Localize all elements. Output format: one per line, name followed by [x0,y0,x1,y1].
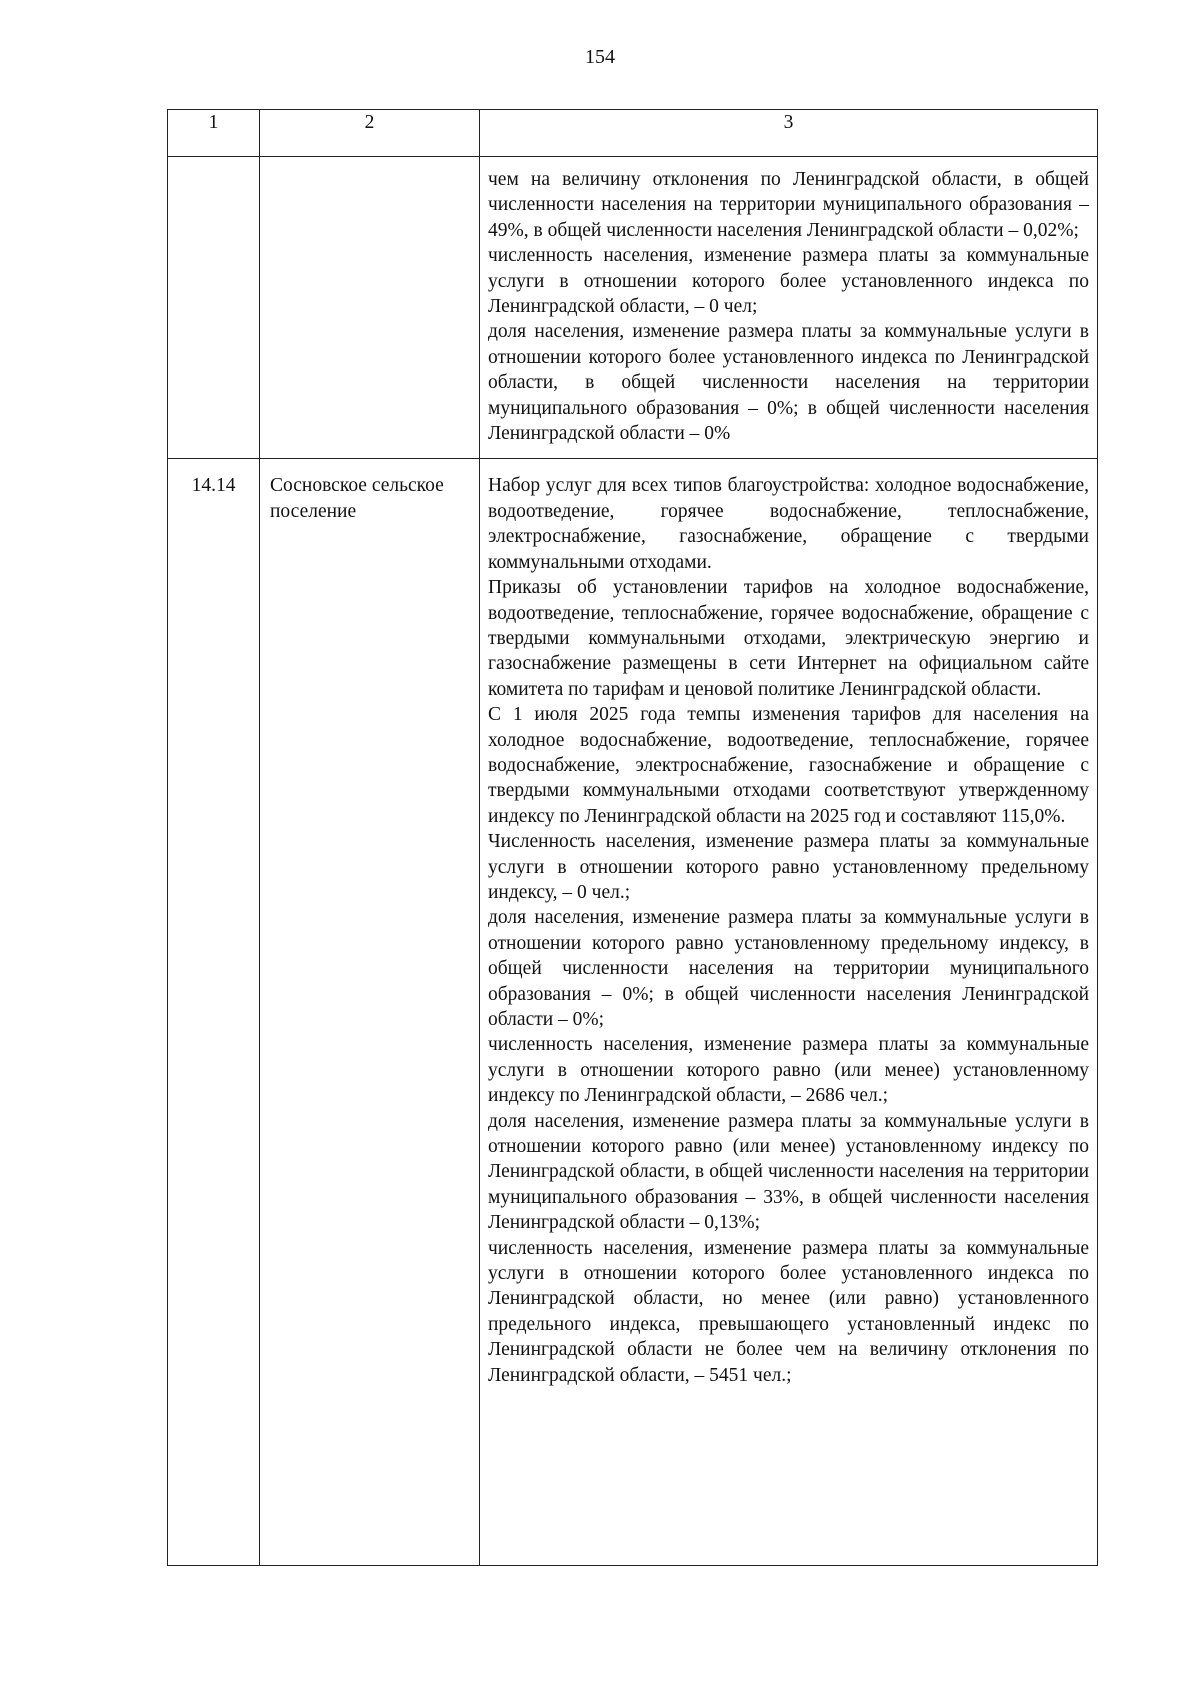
table-header [168,110,1098,157]
header-col-3: 3 [480,110,1098,157]
text-paragraph: С 1 июля 2025 года темпы изменения тарифов для населения на холодное водоснабжение, водоотведение, теплоснабжение, горячее водоснабжение, электроснабжение, газоснабжение и обращение с твердыми коммунальными отходами соответствуют утвержденному индексу по Ленинградской области на 2025 год и составляют 115,0%. [488,704,1089,827]
row-text-cell [480,157,1098,459]
text-paragraph: численность населения, изменение размера платы за коммунальные услуги в отношении которого равно (или менее) установленному индексу по Ленинградской области, – 2686 чел.; [488,1034,1089,1107]
text-paragraph: чем на величину отклонения по Ленинградской области, в общей численности населения на территории муниципального образования – 49%, в общей численности населения Ленинградской области – 0,02%; [488,169,1089,241]
text-paragraph: Приказы об установлении тарифов на холодное водоснабжение, водоотведение, теплоснабжение, горячее водоснабжение, обращение с твердыми коммунальными отходами, электрическую энергию и газоснабжение размещены в сети Интернет на официальном сайте комитета по тарифам и ценовой политике Ленинградской области. [488,577,1089,700]
document-table [167,109,1098,1566]
text-paragraph: численность населения, изменение размера платы за коммунальные услуги в отношении которого более установленного индекса по Ленинградской области, но менее (или равно) установленного предельного индекса, превышающего установленный индекс по Ленинградской области не более чем на величину отклонения по Ленинградской области, – 5451 чел.; [488,1237,1089,1386]
header-row [168,110,1098,157]
text-paragraph: Численность населения, изменение размера платы за коммунальные услуги в отношении которого равно установленному предельному индексу, – 0 чел.; [488,831,1089,903]
table-row [168,459,1098,1566]
table-row [168,157,1098,459]
text-paragraph: Набор услуг для всех типов благоустройства: холодное водоснабжение, водоотведение, горячее водоснабжение, теплоснабжение, электроснабжение, газоснабжение, обращение с твердыми коммунальными отходами. [488,475,1089,573]
row-name-cell [260,157,480,459]
header-col-1: 1 [168,110,260,157]
row-number-cell: 14.14 [168,459,260,1566]
row-name-cell: Сосновское сельское поселение [260,459,480,1566]
page-number: 154 [585,46,615,68]
row-number-cell [168,157,260,459]
text-paragraph: доля населения, изменение размера платы за коммунальные услуги в отношении которого более установленного индекса по Ленинградской области, в общей численности населения на территории муниципального образования – 0%; в общей численности населения Ленинградской области – 0% [488,321,1089,445]
text-paragraph: численность населения, изменение размера платы за коммунальные услуги в отношении которого более установленного индекса по Ленинградской области, – 0 чел; [488,245,1089,318]
header-col-2: 2 [260,110,480,157]
text-paragraph: доля населения, изменение размера платы за коммунальные услуги в отношении которого равно установленному предельному индексу, в общей численности населения на территории муниципального образования – 0%; в общей численности населения Ленинградской области – 0%; [488,907,1089,1030]
row-text-cell [480,459,1098,1566]
text-paragraph: доля населения, изменение размера платы за коммунальные услуги в отношении которого равно (или менее) установленному индексу по Ленинградской области, в общей численности населения на территории муниципального образования – 33%, в общей численности населения Ленинградской области – 0,13%; [488,1110,1089,1234]
